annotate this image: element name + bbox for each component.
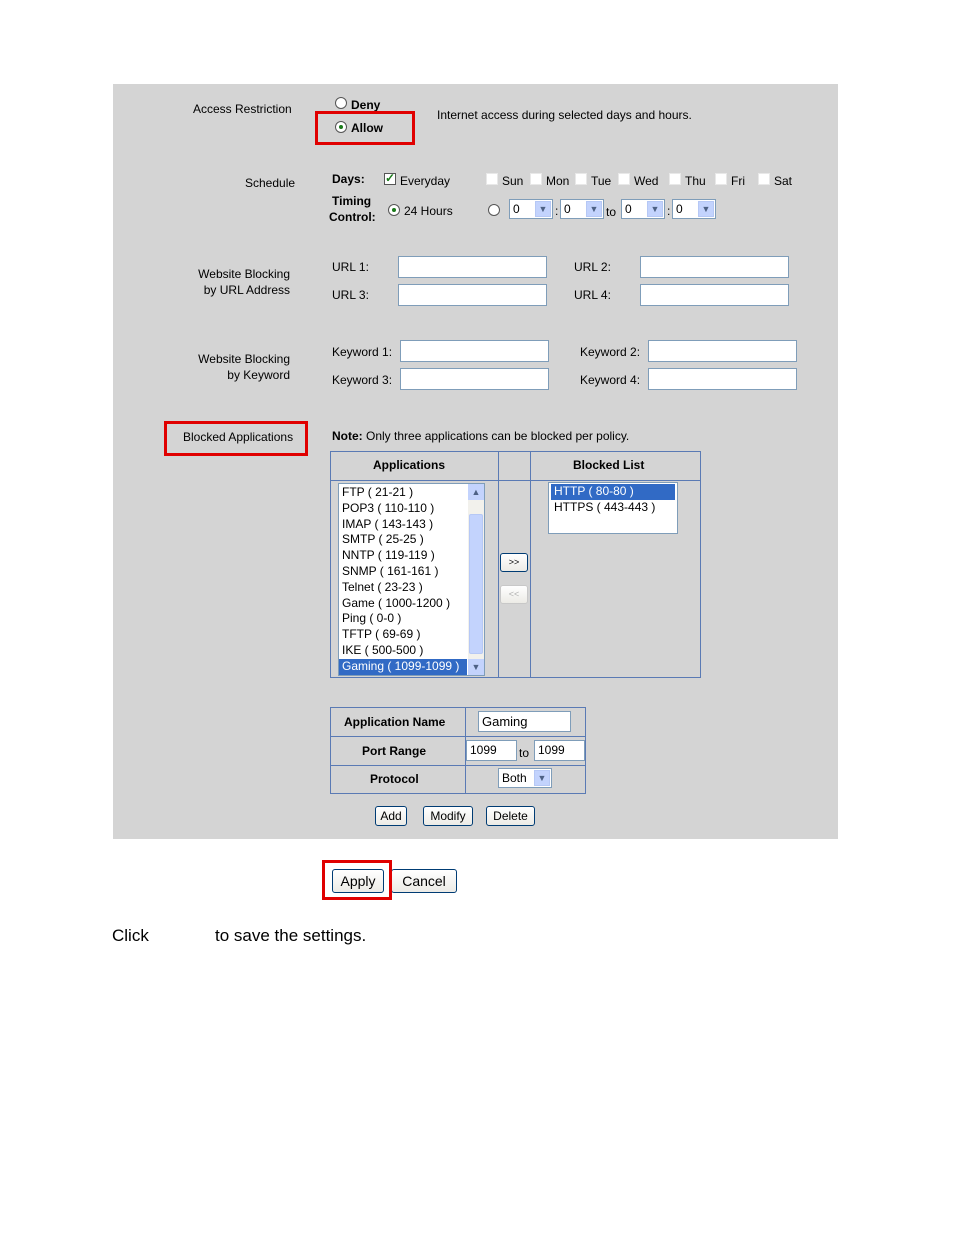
allow-highlight xyxy=(315,111,415,145)
chevron-down-icon: ▼ xyxy=(535,201,551,217)
apply-button[interactable]: Apply xyxy=(332,869,384,893)
blocked-list-header: Blocked List xyxy=(573,458,645,472)
application-option[interactable]: Game ( 1000-1200 ) xyxy=(342,595,451,610)
keyword3-label: Keyword 3: xyxy=(332,373,393,387)
24hours-radio[interactable] xyxy=(388,204,400,216)
end-minute-select[interactable]: 0 ▼ xyxy=(672,199,716,219)
keyword4-input[interactable] xyxy=(648,368,797,390)
keyword2-label: Keyword 2: xyxy=(580,345,641,359)
everyday-checkbox[interactable] xyxy=(384,173,396,185)
blocked-option[interactable]: HTTP ( 80-80 ) xyxy=(551,484,675,500)
chevron-down-icon: ▼ xyxy=(698,201,714,217)
keyword2-input[interactable] xyxy=(648,340,797,362)
time-to-label: to xyxy=(606,205,617,219)
protocol-label: Protocol xyxy=(370,772,419,786)
modify-button[interactable]: Modify xyxy=(423,806,473,826)
application-option[interactable]: SMTP ( 25-25 ) xyxy=(342,532,424,547)
sat-label: Sat xyxy=(774,174,793,188)
url4-input[interactable] xyxy=(640,284,789,306)
port-to-label: to xyxy=(519,746,530,760)
instruction-text: to save the settings. xyxy=(215,926,367,945)
sun-checkbox[interactable] xyxy=(486,173,498,185)
everyday-label: Everyday xyxy=(400,174,451,188)
chevron-down-icon: ▼ xyxy=(534,770,550,786)
port-range-label: Port Range xyxy=(362,744,427,758)
blocked-option[interactable]: HTTPS ( 443-443 ) xyxy=(554,499,656,514)
chevron-down-icon: ▼ xyxy=(586,201,602,217)
deny-radio[interactable] xyxy=(335,97,347,109)
timing-label: Timing xyxy=(332,194,372,208)
blocked-list[interactable] xyxy=(548,482,678,534)
application-option[interactable]: Gaming ( 1099-1099 ) xyxy=(339,659,467,675)
application-option[interactable]: Ping ( 0-0 ) xyxy=(342,611,402,626)
blocked-applications-label: Blocked Applications xyxy=(183,430,294,444)
url2-label: URL 2: xyxy=(574,260,611,274)
start-hour-select[interactable]: 0 ▼ xyxy=(509,199,553,219)
application-name-label: Application Name xyxy=(344,715,446,729)
access-restriction-label: Access Restriction xyxy=(193,102,292,116)
days-label: Days: xyxy=(332,172,365,186)
sun-label: Sun xyxy=(502,174,524,188)
start-minute-select[interactable]: 0 ▼ xyxy=(560,199,604,219)
url3-label: URL 3: xyxy=(332,288,369,302)
port-to-input[interactable]: 1099 xyxy=(534,740,585,761)
url3-input[interactable] xyxy=(398,284,547,306)
application-option[interactable]: NNTP ( 119-119 ) xyxy=(342,548,435,563)
allow-label: Allow xyxy=(351,121,383,135)
instruction-click: Click xyxy=(112,926,149,945)
end-hour-select[interactable]: 0 ▼ xyxy=(621,199,665,219)
apply-highlight xyxy=(322,860,392,900)
application-option[interactable]: IKE ( 500-500 ) xyxy=(342,642,424,657)
application-name-input[interactable]: Gaming xyxy=(478,711,571,732)
keyword1-label: Keyword 1: xyxy=(332,345,393,359)
application-option[interactable]: POP3 ( 110-110 ) xyxy=(342,500,435,515)
24hours-label: 24 Hours xyxy=(404,204,453,218)
keyword-blocking-label: Website Blocking by Keyword xyxy=(198,352,290,382)
chevron-down-icon[interactable]: ▼ xyxy=(468,659,484,675)
schedule-label: Schedule xyxy=(245,176,296,190)
fri-checkbox[interactable] xyxy=(715,173,727,185)
application-option[interactable]: IMAP ( 143-143 ) xyxy=(342,516,434,531)
custom-time-radio[interactable] xyxy=(488,204,500,216)
fri-label: Fri xyxy=(731,174,745,188)
thu-label: Thu xyxy=(685,174,706,188)
mon-label: Mon xyxy=(546,174,570,188)
chevron-up-icon[interactable]: ▲ xyxy=(468,484,484,500)
tue-label: Tue xyxy=(591,174,612,188)
cancel-button[interactable]: Cancel xyxy=(391,869,457,893)
application-option[interactable]: Telnet ( 23-23 ) xyxy=(342,579,423,594)
keyword4-label: Keyword 4: xyxy=(580,373,641,387)
chevron-down-icon: ▼ xyxy=(647,201,663,217)
port-from-input[interactable]: 1099 xyxy=(466,740,517,761)
control-label: Control: xyxy=(329,210,376,224)
url1-label: URL 1: xyxy=(332,260,369,274)
sat-checkbox[interactable] xyxy=(758,173,770,185)
scroll-thumb[interactable] xyxy=(469,514,483,654)
application-option[interactable]: SNMP ( 161-161 ) xyxy=(342,563,439,578)
url-blocking-label: Website Blocking by URL Address xyxy=(198,267,290,297)
access-description: Internet access during selected days and hours. xyxy=(437,108,692,122)
applications-scrollbar[interactable] xyxy=(468,484,484,675)
time-colon: : xyxy=(667,204,671,218)
settings-panel xyxy=(113,84,838,839)
url2-input[interactable] xyxy=(640,256,789,278)
application-option[interactable]: TFTP ( 69-69 ) xyxy=(342,627,421,642)
application-option[interactable]: FTP ( 21-21 ) xyxy=(342,485,414,499)
blocked-applications-highlight xyxy=(164,421,308,456)
delete-button[interactable]: Delete xyxy=(486,806,535,826)
wed-label: Wed xyxy=(634,174,659,188)
tue-checkbox[interactable] xyxy=(575,173,587,185)
add-to-blocked-button[interactable]: >> xyxy=(500,553,528,572)
applications-header: Applications xyxy=(373,458,446,472)
url4-label: URL 4: xyxy=(574,288,611,302)
protocol-select[interactable]: Both ▼ xyxy=(498,768,552,788)
wed-checkbox[interactable] xyxy=(618,173,630,185)
remove-from-blocked-button[interactable]: << xyxy=(500,585,528,604)
deny-label: Deny xyxy=(351,98,381,112)
keyword1-input[interactable] xyxy=(400,340,549,362)
note-text: Note: Only three applications can be blocked per policy. xyxy=(332,429,630,443)
applications-list[interactable] xyxy=(338,483,485,676)
keyword3-input[interactable] xyxy=(400,368,549,390)
add-button[interactable]: Add xyxy=(375,806,407,826)
time-colon: : xyxy=(555,204,559,218)
url1-input[interactable] xyxy=(398,256,547,278)
mon-checkbox[interactable] xyxy=(530,173,542,185)
thu-checkbox[interactable] xyxy=(669,173,681,185)
